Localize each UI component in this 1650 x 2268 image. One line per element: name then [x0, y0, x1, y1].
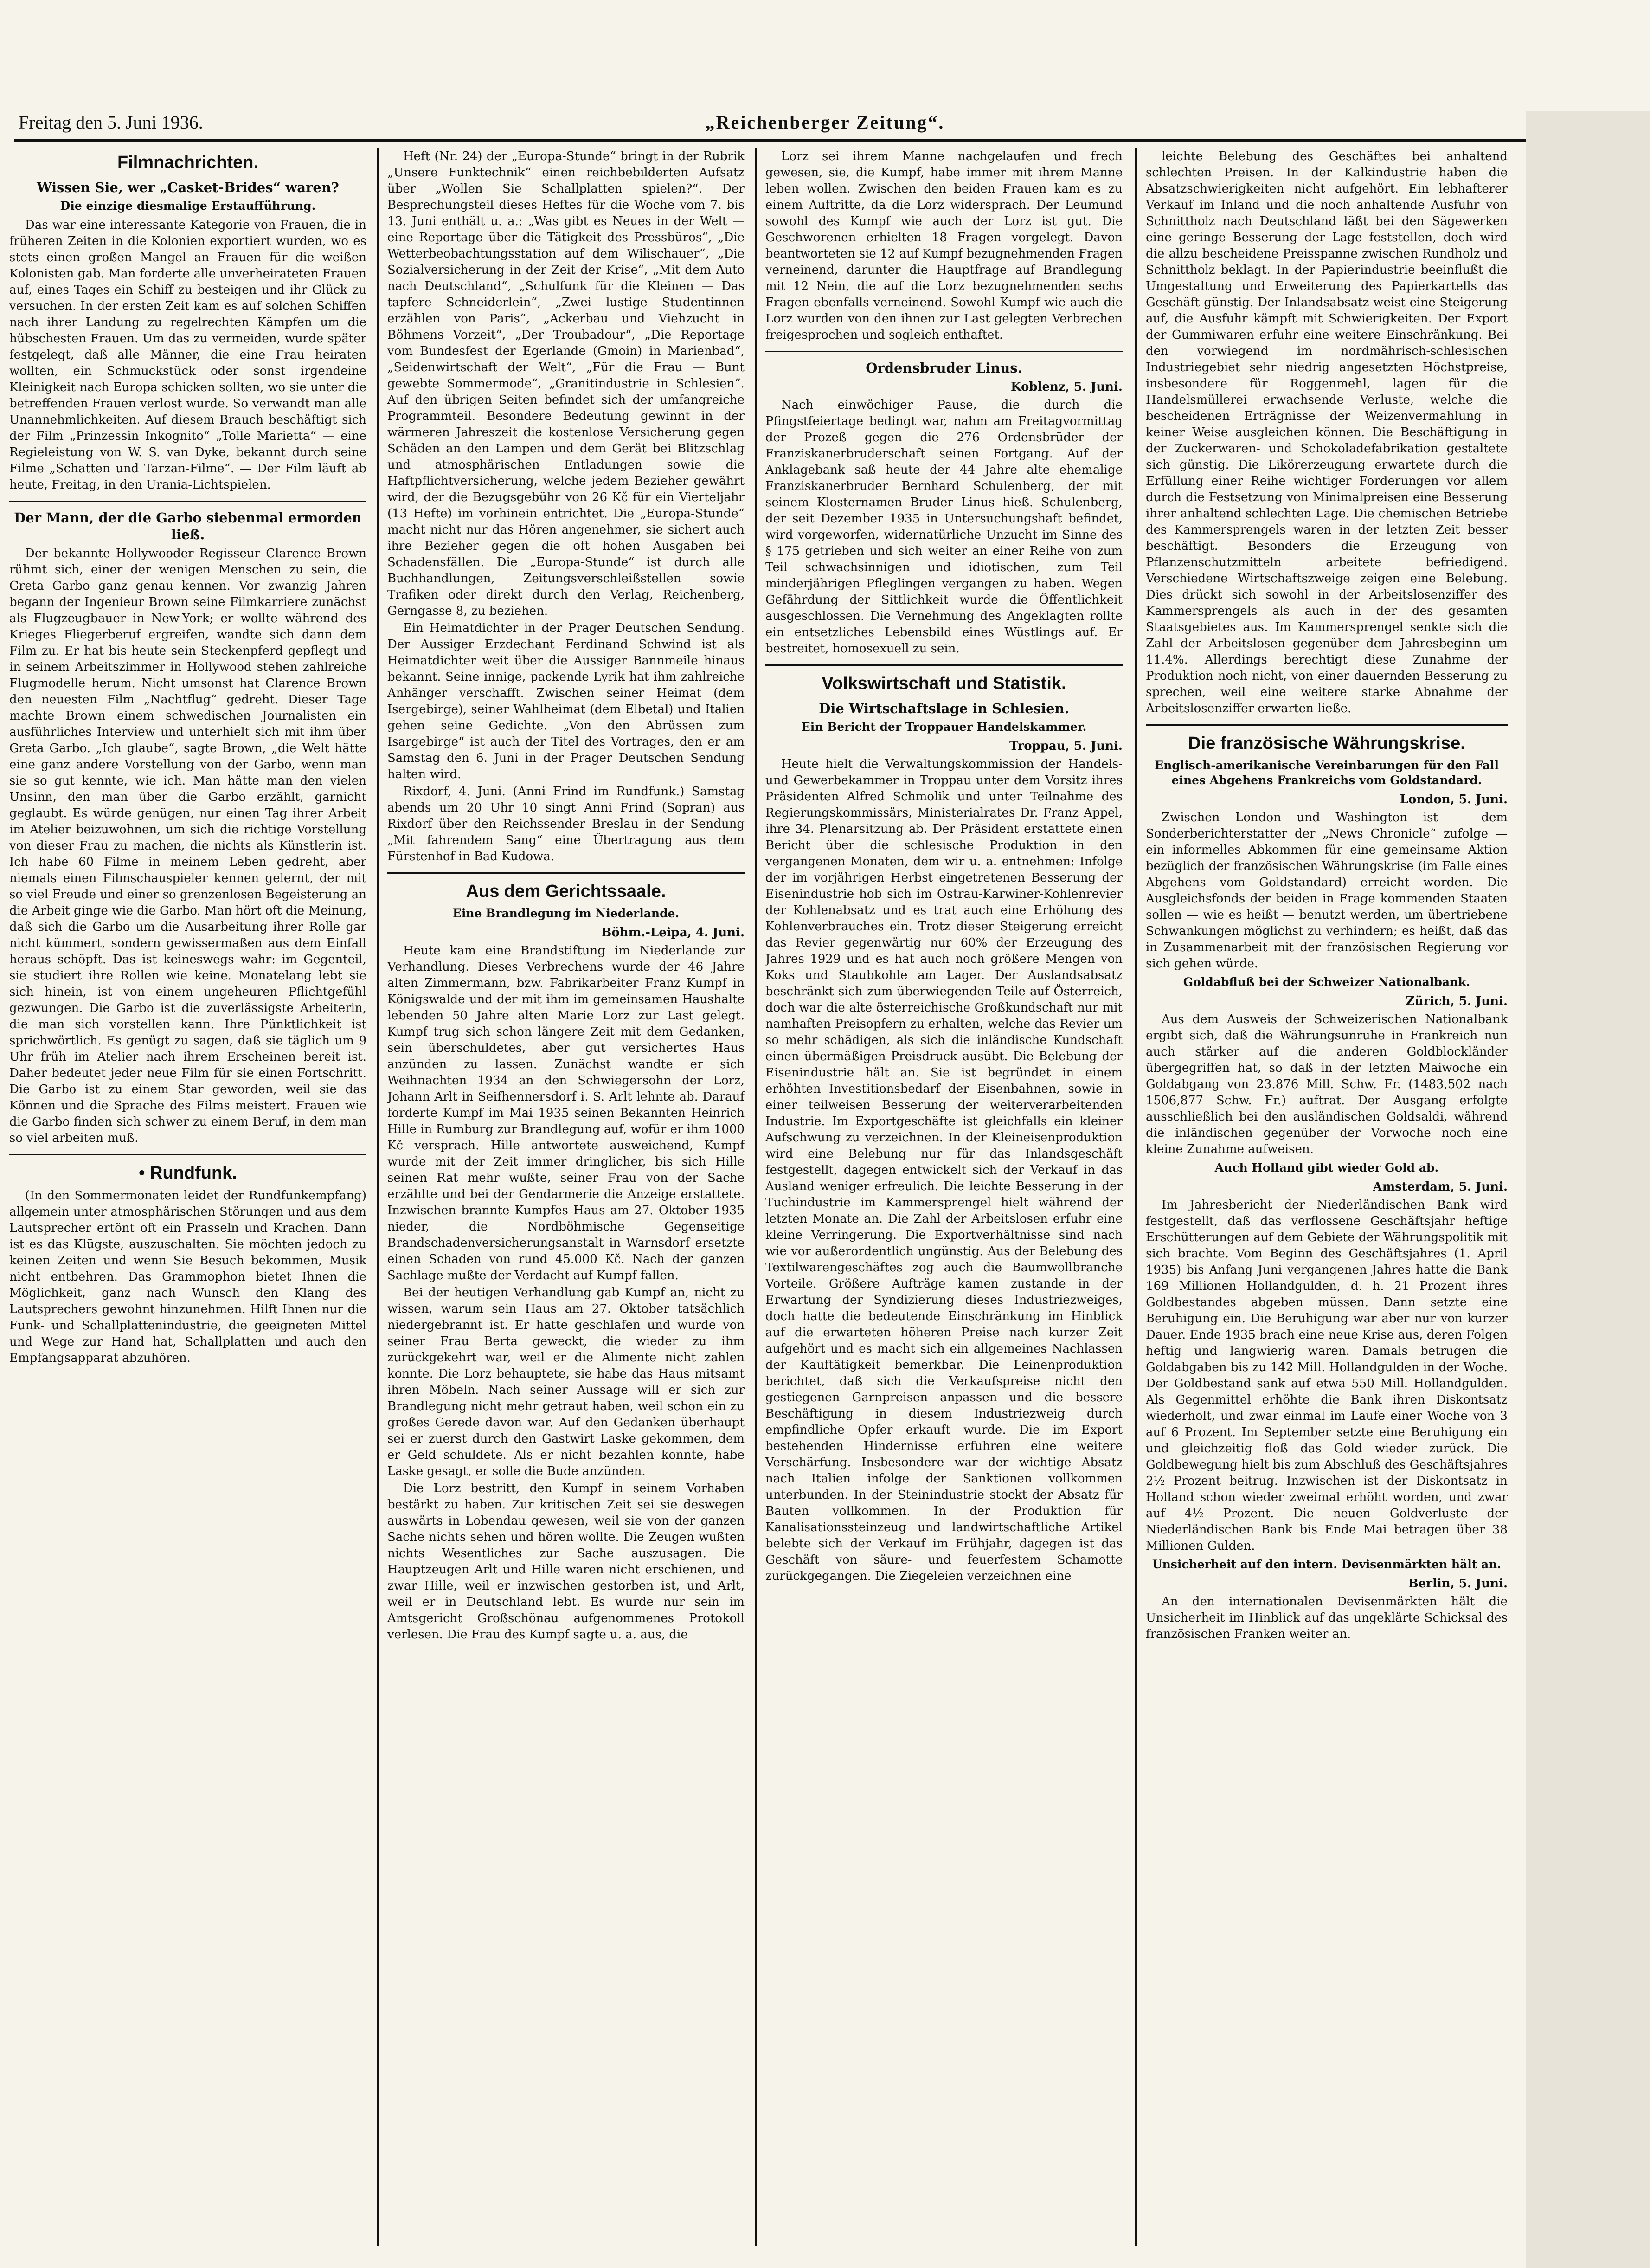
article-title: Der Mann, der die Garbo siebenmal ermorden ließ. [14, 510, 362, 542]
article-title: Goldabfluß bei der Schweizer Nationalbank. [1183, 975, 1470, 989]
article-divider [765, 351, 1123, 352]
column-3 [765, 148, 1123, 2246]
article-title: Auch Holland gibt wieder Gold ab. [1214, 1161, 1439, 1174]
article-title: Unsicherheit auf den intern. Devisenmärkten hält an. [1152, 1558, 1502, 1571]
dateline: London, 5. Juni. [1400, 793, 1508, 806]
section-title-radio: • Rundfunk. [139, 1163, 237, 1183]
article-body: Bei der heutigen Verhandlung gab Kumpf an, nicht zu wissen, warum sein Haus am 27. Oktober tatsächlich niedergebrannt ist. Er hatte geschlafen und wurde von seiner Frau Berta geweckt, die wieder zu ihm zurückgekehrt war, weil er die Alimente nicht zahlen konnte. Die Lorz behauptete, sie habe das Haus mitsamt ihren Möbeln. Nach seiner Aussage will er sich zur Brandlegung nicht mehr getraut haben, weil schon ein zu großes Gerede davon war. Auf den Gedanken überhaupt sei er zuerst durch den Gastwirt Laske gekommen, dem er Geld schuldete. Als er nicht bezahlen konnte, habe Laske gesagt, er solle die Bude anzünden. [387, 1286, 745, 1478]
article-body: Das war eine interessante Kategorie von Frauen, die in früheren Zeiten in die Kolonien exportiert wurden, wo es stets einen großen Mangel an Frauen für die weißen Kolonisten gab. Man forderte alle unverheirateten Frauen auf, eines Tages ein Schiff zu besteigen und ihr Glück zu versuchen. In der ersten Zeit kam es auf solchen Schiffen nach ihrer Landung zu regelrechten Kämpfen um die hübschesten Frauen. Um das zu vermeiden, wurde später festgelegt, daß alle Männer, die eine Frau heiraten wollten, ein Schmuckstück oder sonst irgendeine Kleinigkeit nach Europa schicken sollten, wo sie unter die betreffenden Frauen verlost wurde. So verwandt man alle Unannehmlichkeiten. Auf diesem Brauch beschäftigt sich der Film „Prinzessin Inkognito“ „Tolle Marietta“ — eine Regieleistung von W. S. van Dyke, bekannt durch seine Filme „Schatten und Tarzan-Filme“. — Der Film läuft ab heute, Freitag, in den Urania-Lichtspielen. [9, 218, 366, 492]
article-body: Rixdorf, 4. Juni. (Anni Frind im Rundfunk.) Samstag abends um 20 Uhr 10 singt Anni Frind (Sopran) aus Rixdorf über den Reichssender Breslau in der Sendung „Mit fahrendem Sang“ eine Übertragung aus dem Fürstenhof in Bad Kudowa. [387, 785, 745, 863]
column-4 [1146, 148, 1508, 2246]
article-body: Aus dem Ausweis der Schweizerischen Nationalbank ergibt sich, daß die Währungsunruhe in Frankreich nun auch stärker auf die anderen Goldblockländer übergegriffen hat, so daß in der letzten Maiwoche ein Goldabgang von 23.876 Mill. Schw. Fr. (1483,502 nach 1506,877 Schw. Fr.) auftrat. Der Ausgang erfolgte ausschließlich bei den ausländischen Goldsaldi, während die inländischen gegenüber der Vorwoche noch eine kleine Zunahme aufweisen. [1146, 1012, 1508, 1156]
section-title-economy: Volkswirtschaft und Statistik. [822, 674, 1066, 693]
article-body: Heute hielt die Verwaltungskommission der Handels- und Gewerbekammer in Troppau unter dem Vorsitz ihres Präsidenten Alfred Schmolik und unter Teilnahme des Regierungskommissärs, Ministerialrates Dr. Franz Appel, ihre 34. Plenarsitzung ab. Der Präsident erstattete einen Bericht über die schlesische Produktion in den vergangenen Monaten, dem wir u. a. entnehmen: Infolge der im vorjährigen Herbst eingetretenen Besserung der Eisenindustrie hob sich im Ostrau-Karwiner-Kohlenrevier der Kohlenabsatz und es trat auch eine Erhöhung des Kohlenverbrauches ein. Trotz dieser Steigerung erreicht das Revier gegenwärtig nur 60% der Erzeugung des Jahres 1929 und es hat auch noch größere Mengen von Koks und Staubkohle am Lager. Der Auslandsabsatz beschränkt sich zum überwiegenden Teile auf Österreich, doch war die alte österreichische Großkundschaft nur mit namhaften Preisopfern zu erhalten, welche das Revier um so mehr schädigen, als sich die inländische Kundschaft einen übermäßigen Preisdruck ausübt. Die Belebung der Eisenindustrie hält an. Sie ist begründet in einem erhöhten Investitionsbedarf der Eisenbahnen, sowie in einer teilweisen Besserung der weiterverarbeitenden Industrie. Im Exportgeschäfte ist gleichfalls ein kleiner Aufschwung zu verzeichnen. In der Kleineisenproduktion wird eine Belebung nur für das Inlandsgeschäft festgestellt, dagegen entwickelt sich der Verkauf in das Ausland weniger erfreulich. Die leichte Besserung in der Tuchindustrie im Kammersprengel hielt während der letzten Monate an. Die Zahl der Arbeitslosen erfuhr eine kleine Verringerung. Die Exportverhältnisse sind nach wie vor außerordentlich ungünstig. Aus der Belebung des Textilwarengeschäftes zog auch die Baumwollbranche Vorteile. Größere Aufträge kamen zustande in der Erwartung der Syndizierung dieses Industriezweiges, doch hatte die bedeutende Einschränkung im Hinblick auf die erwarteten höheren Preise nach kurzer Zeit aufgehört und es macht sich ein allgemeines Nachlassen der Kauftätigkeit bemerkbar. Die Leinenproduktion berichtet, daß sich die Verkaufspreise nicht den gestiegenen Garnpreisen anpassen und die bessere Beschäftigung in diesem Industriezweig durch empfindliche Opfer erkauft wurde. Die im Export bestehenden Hindernisse erfuhren eine weitere Verschärfung. Insbesondere war der wichtige Absatz nach Italien infolge der Sanktionen vollkommen unterbunden. In der Steinindustrie stockt der Absatz für Bauten vollkommen. In der Produktion für Kanalisationssteinzeug und landwirtschaftliche Artikel belebte sich der Verkauf im Frühjahr, dagegen ist das Geschäft von säure- und feuerfestem Schamotte zurückgegangen. Die Ziegeleien verzeichnen eine [765, 757, 1123, 1583]
article-title: Die französische Währungskrise. [1188, 734, 1465, 753]
dateline: Troppau, 5. Juni. [1009, 739, 1123, 753]
article-title: Die Wirtschaftslage in Schlesien. [819, 701, 1069, 716]
header-rule [14, 139, 1636, 142]
article-body: An den internationalen Devisenmärkten hält die Unsicherheit im Hinblick auf das ungeklärte Schicksal des französischen Franken weiter an. [1146, 1595, 1508, 1641]
article-body: Nach einwöchiger Pause, die durch die Pfingstfeiertage bedingt war, nahm am Freitagvormittag der Prozeß gegen die 276 Ordensbrüder der Franziskanerbruderschaft seinen Fortgang. Auf der Anklagebank saß heute der 44 Jahre alte ehemalige Franziskanerbruder Bernhard Schulenberg, der mit seinem Klosternamen Bruder Linus hieß. Schulenberg, der seit Dezember 1935 in Untersuchungshaft befindet, wird vorgeworfen, widernatürliche Unzucht im Sinne des § 175 getrieben und sich weiter an einer Reihe von zum Teil schwachsinnigen und idiotischen, zum Teil minderjährigen Pfleglingen vergangen zu haben. Wegen Gefährdung der Sittlichkeit wurde die Öffentlichkeit ausgeschlossen. Die Vernehmung des Angeklagten rollte ein entsetzliches Lebensbild eines Wüstlings auf. Er bestreitet, homosexuell zu sein. [765, 398, 1123, 656]
article-body: Die Lorz bestritt, den Kumpf in seinem Vorhaben bestärkt zu haben. Zur kritischen Zeit sei sie deswegen auswärts in Lobendau gewesen, weil sie von der ganzen Sache nichts sehen und hören wollte. Die Zeugen wußten nichts Wesentliches zur Sache auszusagen. Die Hauptzeugen Arlt und Hille waren nicht erschienen, und zwar Hille, weil er inzwischen gestorben ist, und Arlt, weil er in Deutschland lebt. Es wurde nur sein im Amtsgericht Großschönau aufgenommenes Protokoll verlesen. Die Frau des Kumpf sagte u. a. aus, die [387, 1482, 745, 1642]
article-divider [9, 1154, 366, 1155]
column-divider [755, 148, 757, 2246]
dateline: Böhm.-Leipa, 4. Juni. [601, 926, 745, 940]
article-divider [9, 501, 366, 502]
article-title: Ordensbruder Linus. [866, 360, 1022, 376]
column-divider [377, 148, 379, 2246]
article-body: Lorz sei ihrem Manne nachgelaufen und frech gewesen, sie, die Kumpf, habe immer mit ihrem Manne leben wollen. Zwischen den beiden Frauen kam es zu einem Auftritte, da die Lorz widersprach. Der Leumund sowohl des Kumpf wie auch der Lorz ist gut. Die Geschworenen erhielten 18 Fragen vorgelegt. Davon beantworteten sie 12 auf Kumpf bezugnehmenden Fragen verneinend, darunter die Hauptfrage auf Brandlegung mit 12 Nein, die auf die Lorz bezugnehmenden sechs Fragen ebenfalls verneinend. Sowohl Kumpf wie auch die Lorz wurden von den ihnen zur Last gelegten Verbrechen freigesprochen und sogleich enthaftet. [765, 149, 1123, 342]
column-2 [387, 148, 745, 2246]
article-subtitle: Ein Bericht der Troppauer Handelskammer. [801, 720, 1087, 734]
dateline: Zürich, 5. Juni. [1406, 994, 1508, 1008]
section-title-film: Filmnachrichten. [117, 153, 259, 172]
header-date: Freitag den 5. Juni 1936. [19, 112, 203, 133]
section-title-court: Aus dem Gerichtssaale. [466, 882, 666, 901]
blank-margin [1526, 111, 1650, 2268]
dateline: Berlin, 5. Juni. [1408, 1577, 1508, 1591]
article-body: leichte Belebung des Geschäftes bei anhaltend schlechten Preisen. In der Kalkindustrie haben die Absatzschwierigkeiten nicht aufgehört. Ein lebhafterer Verkauf im Inland und die noch anhaltende Ausfuhr von Schnittholz nach Deutschland läßt bei den Sägewerken eine geringe Besserung der Lage feststellen, doch wird die allzu bescheidene Preisspanne zwischen Rundholz und Schnittholz beklagt. In der Papierindustrie beeinflußt die Umgestaltung und Erweiterung des Papierkartells das Geschäft günstig. Der Inlandsabsatz weist eine Steigerung auf, die Ausfuhr kämpft mit Schwierigkeiten. Der Export der Gummiwaren erfuhr eine weitere Einschränkung. Bei den vorwiegend im nordmährisch-schlesischen Industriegebiet sehr niedrig angesetzten Höchstpreise, insbesondere für Roggenmehl, lagen für die Handelsmüllerei erwachsende Verluste, welche die bescheidenen Erträgnisse der Weizenvermahlung in keiner Weise ausgleichen können. Die Beschäftigung in der Zuckerwaren- und Schokoladefabrikation gestaltete sich günstig. Die Likörerzeugung erwartete durch die Erfüllung einer Reihe wichtiger Forderungen vor allem durch die Festsetzung von Minimalpreisen eine Besserung ihrer anhaltend schlechten Lage. Die chemischen Betriebe des Kammersprengels waren in der letzten Zeit besser beschäftigt. Besonders die Erzeugung von Pflanzenschutzmitteln arbeitete befriedigend. Verschiedene Wirtschaftszweige zeigen eine Belebung. Dies drückt sich sowohl in der Arbeitslosenziffer des Kammersprengels als auch in der des gesamten Staatsgebietes aus. Im Kammersprengel senkte sich die Zahl der Arbeitslosen gegenüber dem Jahresbeginn um 11.4%. Allerdings berechtigt diese Zunahme der Produktion noch nicht, von einer dauernden Besserung zu sprechen, weil eine weitere starke Abnahme der Arbeitslosenziffer erwarten ließe. [1146, 149, 1508, 715]
article-body: Zwischen London und Washington ist — dem Sonderberichterstatter der „News Chronicle“ zufolge — ein informelles Abkommen für eine gemeinsame Aktion bezüglich der französischen Währungskrise (im Falle eines Abgehens vom Goldstandard) erreicht worden. Die Ausgleichsfonds der beiden in Frage kommenden Staaten sollen — wie es heißt — benutzt werden, um übertriebene Schwankungen möglichst zu verhindern; es heißt, daß das in Zusammenarbeit mit der französischen Regierung vor sich gehen würde. [1146, 811, 1508, 971]
article-body: Ein Heimatdichter in der Prager Deutschen Sendung. Der Aussiger Erzdechant Ferdinand Schwind ist als Heimatdichter weit über die Aussiger Bannmeile hinaus bekannt. Seine innige, packende Lyrik hat ihm zahlreiche Anhänger verschafft. Zwischen seiner Heimat (dem Isergebirge), seiner Wahlheimat (dem Elbetal) und Italien gehen seine Gedichte. „Von den Abrüssen zum Isargebirge“ ist auch der Titel des Vortrages, den er am Samstag den 6. Juni in der Prager Deutschen Sendung halten wird. [387, 621, 745, 781]
article-subtitle: Englisch-amerikanische Vereinbarungen für den Fall eines Abgehens Frankreichs vom Goldstandard. [1155, 759, 1499, 787]
article-title: Wissen Sie, wer „Casket-Brides“ waren? [37, 180, 339, 195]
dateline: Amsterdam, 5. Juni. [1373, 1180, 1508, 1194]
article-divider [387, 872, 745, 874]
newspaper-title: „Reichenberger Zeitung“. [705, 112, 945, 133]
column-1 [9, 148, 366, 2246]
article-divider [765, 664, 1123, 666]
article-body: (In den Sommermonaten leidet der Rundfunkempfang) allgemein unter atmosphärischen Störungen und aus dem Lautsprecher ertönt oft ein Prasseln und Krachen. Dann ist es das Klügste, auszuschalten. Sie möchten jedoch zu keinen Zeiten und wenn Sie Besuch bekommen, Musik nicht entbehren. Das Grammophon bietet Ihnen die Möglichkeit, ganz nach Wunsch den Klang des Lautsprechers gewohnt hinzunehmen. Hilft Ihnen nur die Funk- und Schallplattenindustrie, die geeigneten Mittel und Wege zur Hand hat, Schallplatten und auch den Empfangsapparat abzuhören. [9, 1189, 366, 1365]
column-divider [1135, 148, 1137, 2246]
article-subtitle: Eine Brandlegung im Niederlande. [452, 907, 680, 920]
article-body: Der bekannte Hollywooder Regisseur Clarence Brown rühmt sich, einer der wenigen Menschen zu sein, die Greta Garbo ganz genau kennen. Vor zwanzig Jahren begann der Ingenieur Brown seine Filmkarriere zunächst als Flugzeugbauer in New-York; er wollte während des Krieges Fliegerberuf ergreifen, wandte sich dann dem Film zu. Er hat bis heute sein Steckenpferd gepflegt und in seinem Arbeitszimmer in Hollywood stehen zahlreiche Flugmodelle herum. Nicht umsonst hat Clarence Brown den neuesten Film „Nachtflug“ gedreht. Dieser Tage machte Brown einem schwedischen Journalisten ein ausführliches Interview und unterhielt sich mit ihm über Greta Garbo. „Ich glaube“, sagte Brown, „die Welt hätte eine ganz andere Vorstellung von der Garbo, wenn man sie so gut kennte, wie ich. Man hätte man den vielen Unsinn, den man über die Garbo erzählt, garnicht geglaubt. Es würde genügen, nur einen Tag ihrer Arbeit im Atelier beizuwohnen, um sich die richtige Vorstellung von dieser Frau zu machen, die nichts als Künstlerin ist. Ich habe 60 Filme in meinem Leben gedreht, aber niemals einen Filmschauspieler kennen gelernt, der mit so viel Freude und einer so grenzenlosen Begeisterung an die Arbeit ginge wie die Garbo. Man hört oft die Meinung, daß sich die Garbo um die Ausarbeitung ihrer Rolle gar nicht kümmert, sondern gewissermaßen aus dem Einfall heraus schöpft. Das ist keineswegs wahr: im Gegenteil, sie studiert ihre Rollen wie keine. Monatelang lebt sie sich hinein, ist von einem ungeheuren Pflichtgefühl gezwungen. Die Garbo ist die zuverlässigste Arbeiterin, die man sich vorstellen kann. Ihre Pünktlichkeit ist sprichwörtlich. Es genügt zu sagen, daß sie täglich um 9 Uhr früh im Atelier nach ihrem Erscheinen bereit ist. Daher bedeutet jeder neue Film für sie einen Fortschritt. Die Garbo ist zu einem Star geworden, weil sie das Können und die Sprache des Films meistert. Frauen wie die Garbo finden sich schwer zu einem Beruf, in dem man so viel arbeiten muß. [9, 547, 366, 1145]
article-body: Heute kam eine Brandstiftung im Niederlande zur Verhandlung. Dieses Verbrechens wurde der 46 Jahre alten Zimmermann, bzw. Fabrikarbeiter Franz Kumpf in Königswalde und der mit ihm im gemeinsamen Haushalte lebenden 50 Jahre alten Marie Lorz zur Last gelegt. Kumpf trug sich schon längere Zeit mit dem Gedanken, sein überschuldetes, aber gut versichertes Haus anzünden zu lassen. Zunächst wandte er sich Weihnachten 1934 an den Schwiegersohn der Lorz, Johann Arlt in Seifhennersdorf i. S. Arlt lehnte ab. Darauf forderte Kumpf im Mai 1935 seinen Bekannten Heinrich Hille in Rumburg zur Brandlegung auf, wofür er ihm 1000 Kč versprach. Hille antwortete ausweichend, Kumpf wurde mit der Zeit immer dringlicher, bis sich Hille seinen Rat mehr wußte, seiner Frau von der Sache erzählte und bei der Gendarmerie die Anzeige erstattete. Inzwischen brannte Kumpfes Haus am 27. Oktober 1935 nieder, die Nordböhmische Gegenseitige Brandschadenversicherungsanstalt in Warnsdorf ersetzte einen Schaden von rund 45.000 Kč. Nach der ganzen Sachlage mußte der Verdacht auf Kumpf fallen. [387, 944, 745, 1282]
dateline: Koblenz, 5. Juni. [1011, 380, 1123, 394]
article-subtitle: Die einzige diesmalige Erstaufführung. [60, 199, 316, 213]
article-body: Heft (Nr. 24) der „Europa-Stunde“ bringt in der Rubrik „Unsere Funktechnik“ einen reichbebilderten Aufsatz über „Wollen Sie Schallplatten spielen?“. Der Besprechungsteil dieses Heftes für die Woche vom 7. bis 13. Juni enthält u. a.: „Was gibt es Neues in der Welt — eine Reportage über die Tätigkeit des Pressbüros“, „Die Wetterbeobachtungsstation auf dem Wilischauer“, „Die Sozialversicherung in der Zeit der Krise“, „Mit dem Auto nach Deutschland“, „Schulfunk für die Kleinen — Das tapfere Schneiderlein“, „Zwei lustige Studentinnen erzählen von Paris“, „Ackerbau und Viehzucht in Böhmens Vorzeit“, „Der Troubadour“, „Die Reportage vom Bundesfest der Egerlande (Gmoin) in Marienbad“, „Seidenwirtschaft der Welt“, „Für die Frau — Bunt gewebte Sommermode“, „Granitindustrie in Schlesien“. Auf den übrigen Seiten befindet sich der umfangreiche Programmteil. Besondere Bedeutung gewinnt in der wärmeren Jahreszeit die kostenlose Versicherung gegen Schäden an den Lampen und dem Gerät bei Blitzschlag und atmosphärischen Entladungen sowie die Haftpflichtversicherung, welche jedem Bezieher gewährt wird, der die Bezugsgebühr von 26 Kč für ein Vierteljahr (13 Hefte) im vorhinein entrichtet. Die „Europa-Stunde“ macht nicht nur das Hören angenehmer, sie sichert auch ihre Bezieher gegen die oft hohen Ausgaben bei Schadensfällen. Die „Europa-Stunde“ ist durch alle Buchhandlungen, Zeitungsverschleißstellen sowie Trafiken oder direkt durch den Verlag, Reichenberg, Gerngasse 8, zu beziehen. [387, 149, 745, 618]
article-body: Im Jahresbericht der Niederländischen Bank wird festgestellt, daß das verflossene Geschäftsjahr heftige Erschütterungen auf dem Gebiete der Währungspolitik mit sich brachte. Vom Beginn des Geschäftsjahres (1. April 1935) bis Anfang Juni vergangenen Jahres hatte die Bank 169 Millionen Hollandgulden, d. h. 21 Prozent ihres Goldbestandes abgeben müssen. Dann setzte eine Beruhigung ein. Die Beruhigung war aber nur von kurzer Dauer. Ende 1935 brach eine neue Krise aus, deren Folgen heftig und langwierig waren. Damals betrugen die Goldabgaben bis zu 142 Mill. Hollandgulden in der Woche. Der Goldbestand sank auf etwa 550 Mill. Hollandgulden. Als Gegenmittel erhöhte die Bank ihren Diskontsatz wiederholt, und zwar einmal im Laufe einer Woche von 3 auf 6 Prozent. Im September setzte eine Beruhigung ein und gleichzeitig floß das Gold wieder zurück. Die Goldbewegung hielt bis zum Abschluß des Geschäftsjahres 2½ Prozent beitrug. Inzwischen ist der Diskontsatz in Holland schon wieder zweimal erhöht worden, und zwar auf 4½ Prozent. Die neuen Goldverluste der Niederländischen Bank bis Ende Mai betragen über 38 Millionen Gulden. [1146, 1198, 1508, 1553]
article-divider [1146, 724, 1508, 726]
